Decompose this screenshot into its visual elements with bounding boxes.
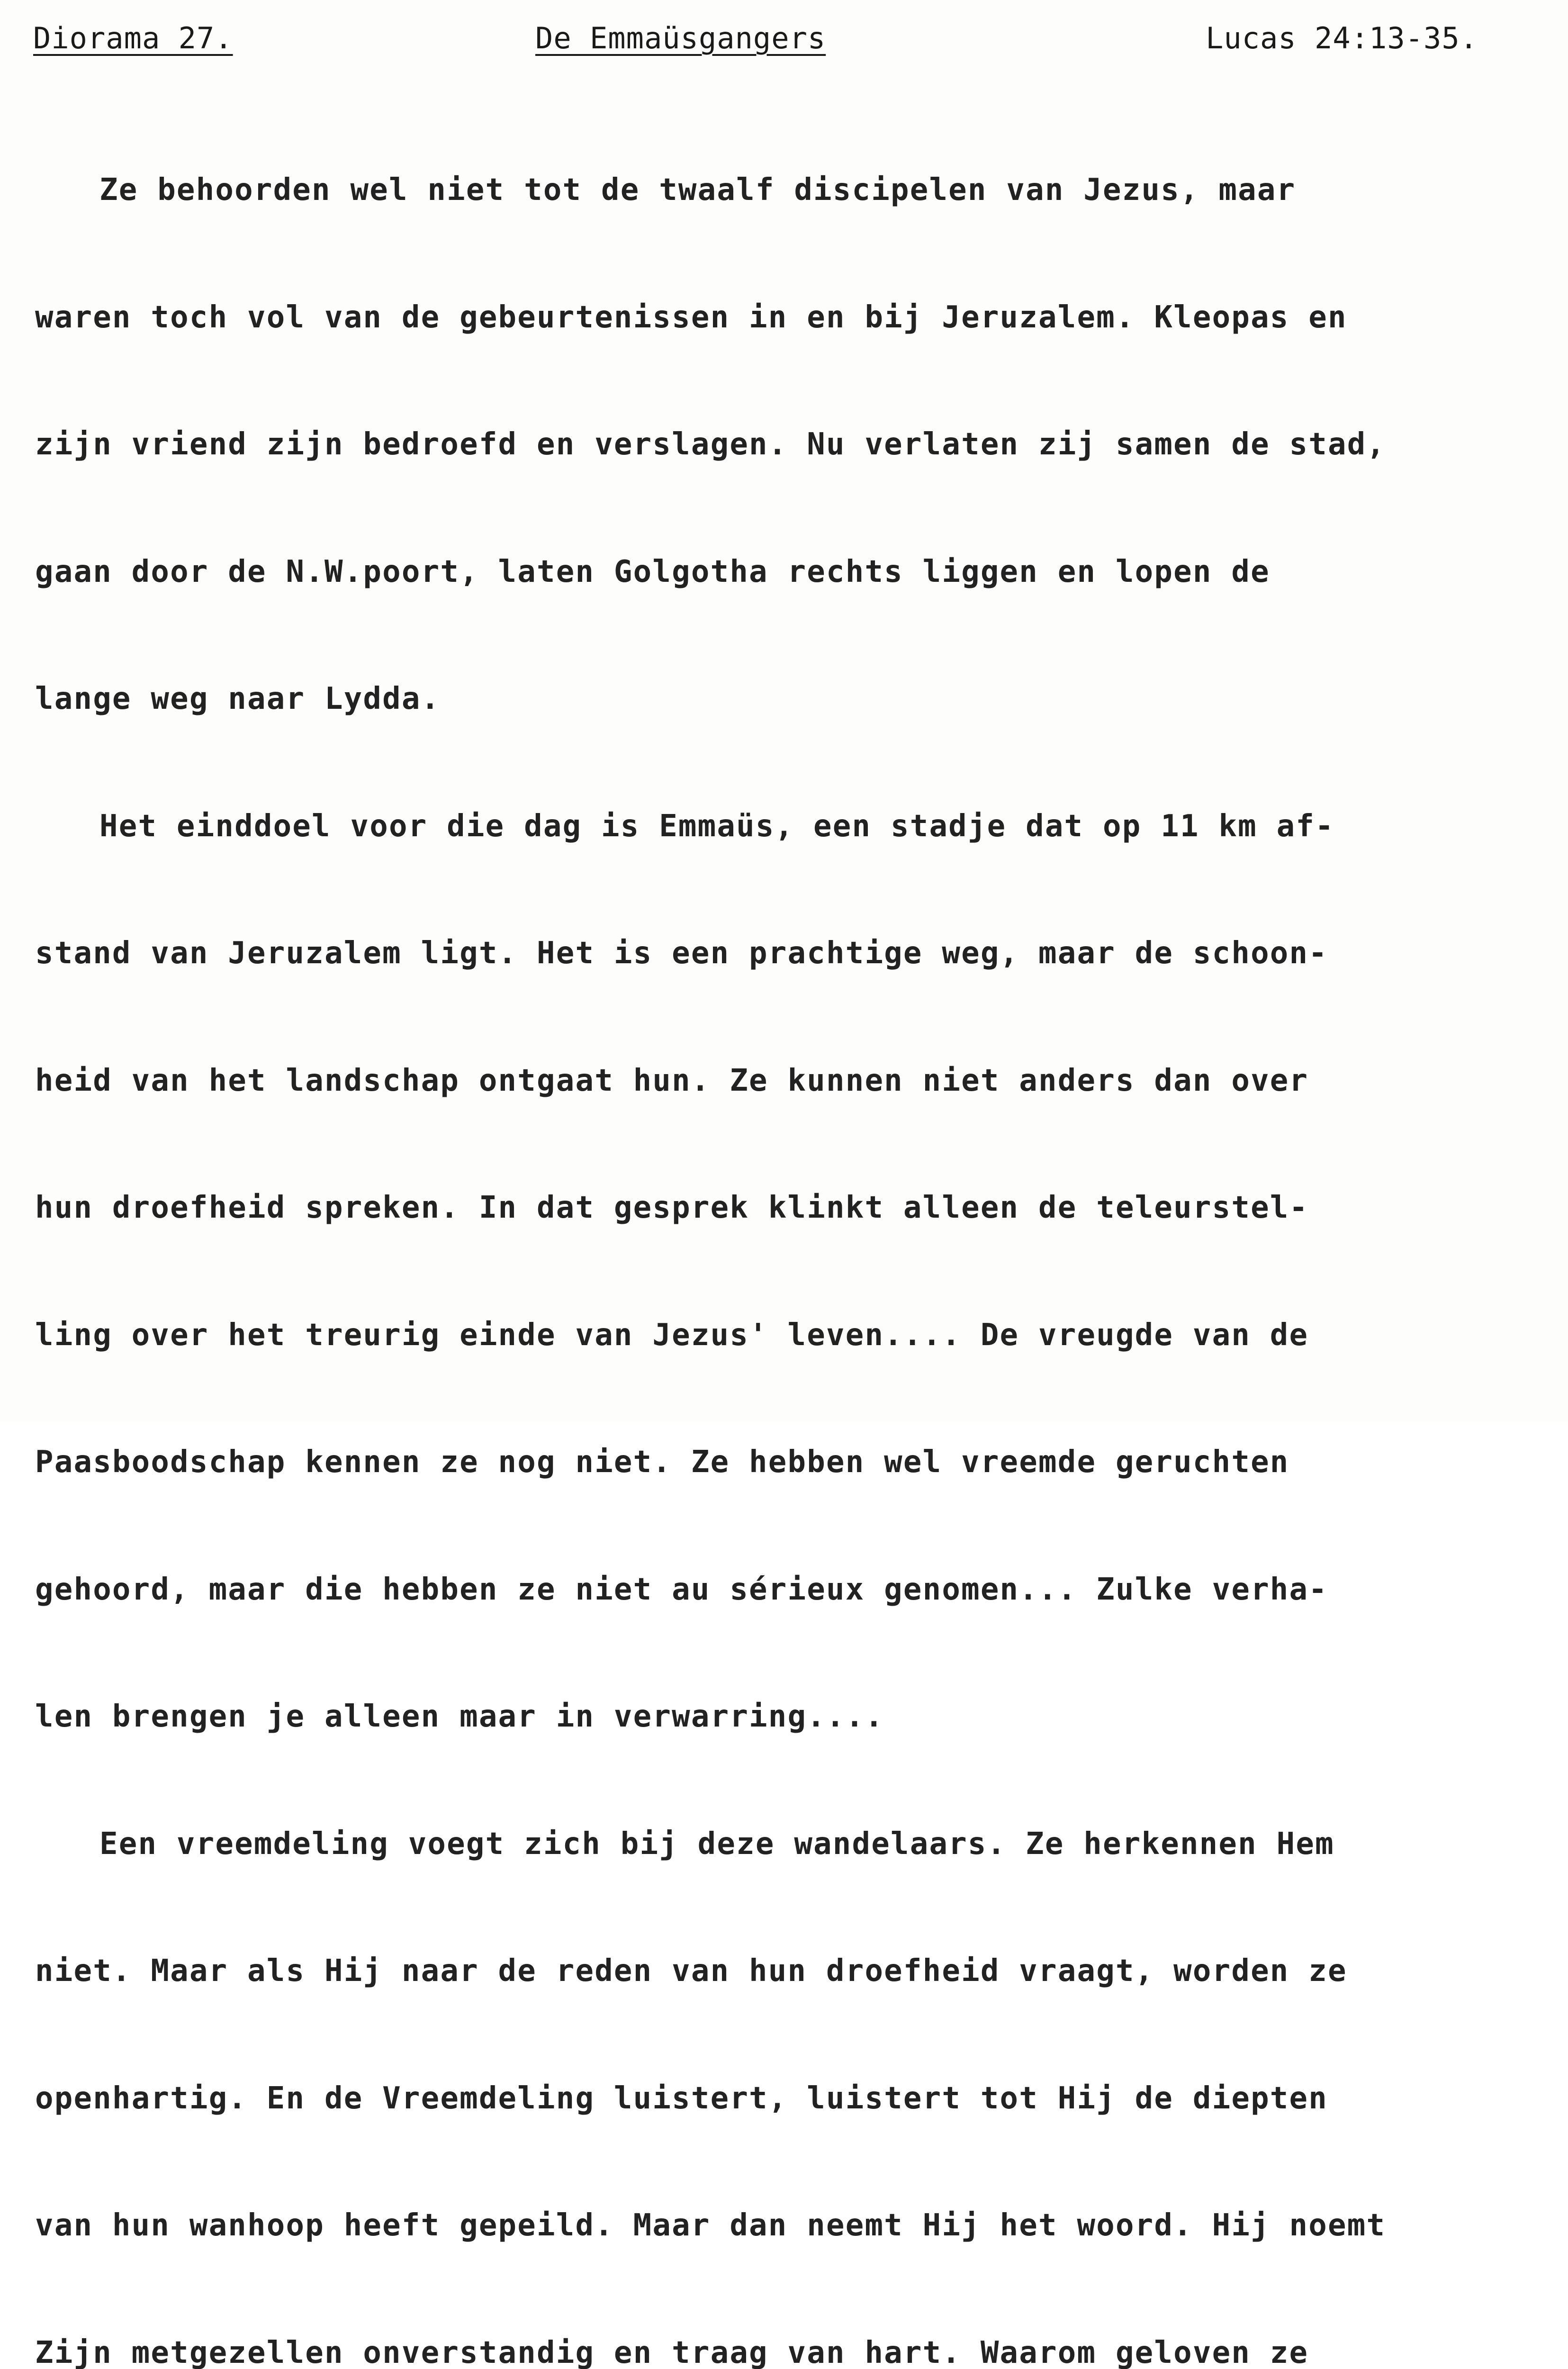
text-line: van hun wanhoop heeft gepeild. Maar dan neemt Hij het woord. Hij noemt	[35, 2205, 1551, 2247]
text-line: openhartig. En de Vreemdeling luistert, luistert tot Hij de diepten	[35, 2078, 1551, 2120]
body-text	[35, 84, 1551, 2369]
page-header	[33, 17, 1478, 60]
text-line: waren toch vol van de gebeurtenissen in en bij Jeruzalem. Kleopas en	[35, 297, 1551, 339]
diorama-number: Diorama 27.	[33, 17, 233, 60]
text-line: heid van het landschap ontgaat hun. Ze kunnen niet anders dan over	[35, 1060, 1551, 1103]
text-line: ling over het treurig einde van Jezus' leven.... De vreugde van de	[35, 1314, 1551, 1357]
text-line: niet. Maar als Hij naar de reden van hun droefheid vraagt, worden ze	[35, 1950, 1551, 1993]
text-line: zijn vriend zijn bedroefd en verslagen. Nu verlaten zij samen de stad,	[35, 424, 1551, 466]
text-line: Een vreemdeling voegt zich bij deze wandelaars. Ze herkennen Hem	[35, 1823, 1551, 1866]
text-line: gehoord, maar die hebben ze niet au sérieux genomen... Zulke verha-	[35, 1569, 1551, 1611]
text-line: lange weg naar Lydda.	[35, 678, 1551, 721]
text-line: Zijn metgezellen onverstandig en traag van hart. Waarom geloven ze	[35, 2332, 1551, 2369]
text-line: Het einddoel voor die dag is Emmaüs, een stadje dat op 11 km af-	[35, 805, 1551, 848]
text-line: len brengen je alleen maar in verwarring....	[35, 1696, 1551, 1738]
text-line: stand van Jeruzalem ligt. Het is een prachtige weg, maar de schoon-	[35, 932, 1551, 975]
page-title: De Emmaüsgangers	[535, 17, 826, 60]
scripture-reference: Lucas 24:13-35.	[1206, 17, 1478, 60]
text-line: Ze behoorden wel niet tot de twaalf discipelen van Jezus, maar	[35, 169, 1551, 212]
text-line: Paasboodschap kennen ze nog niet. Ze hebben wel vreemde geruchten	[35, 1441, 1551, 1484]
text-line: hun droefheid spreken. In dat gesprek klinkt alleen de teleurstel-	[35, 1187, 1551, 1230]
text-line: gaan door de N.W.poort, laten Golgotha rechts liggen en lopen de	[35, 551, 1551, 594]
